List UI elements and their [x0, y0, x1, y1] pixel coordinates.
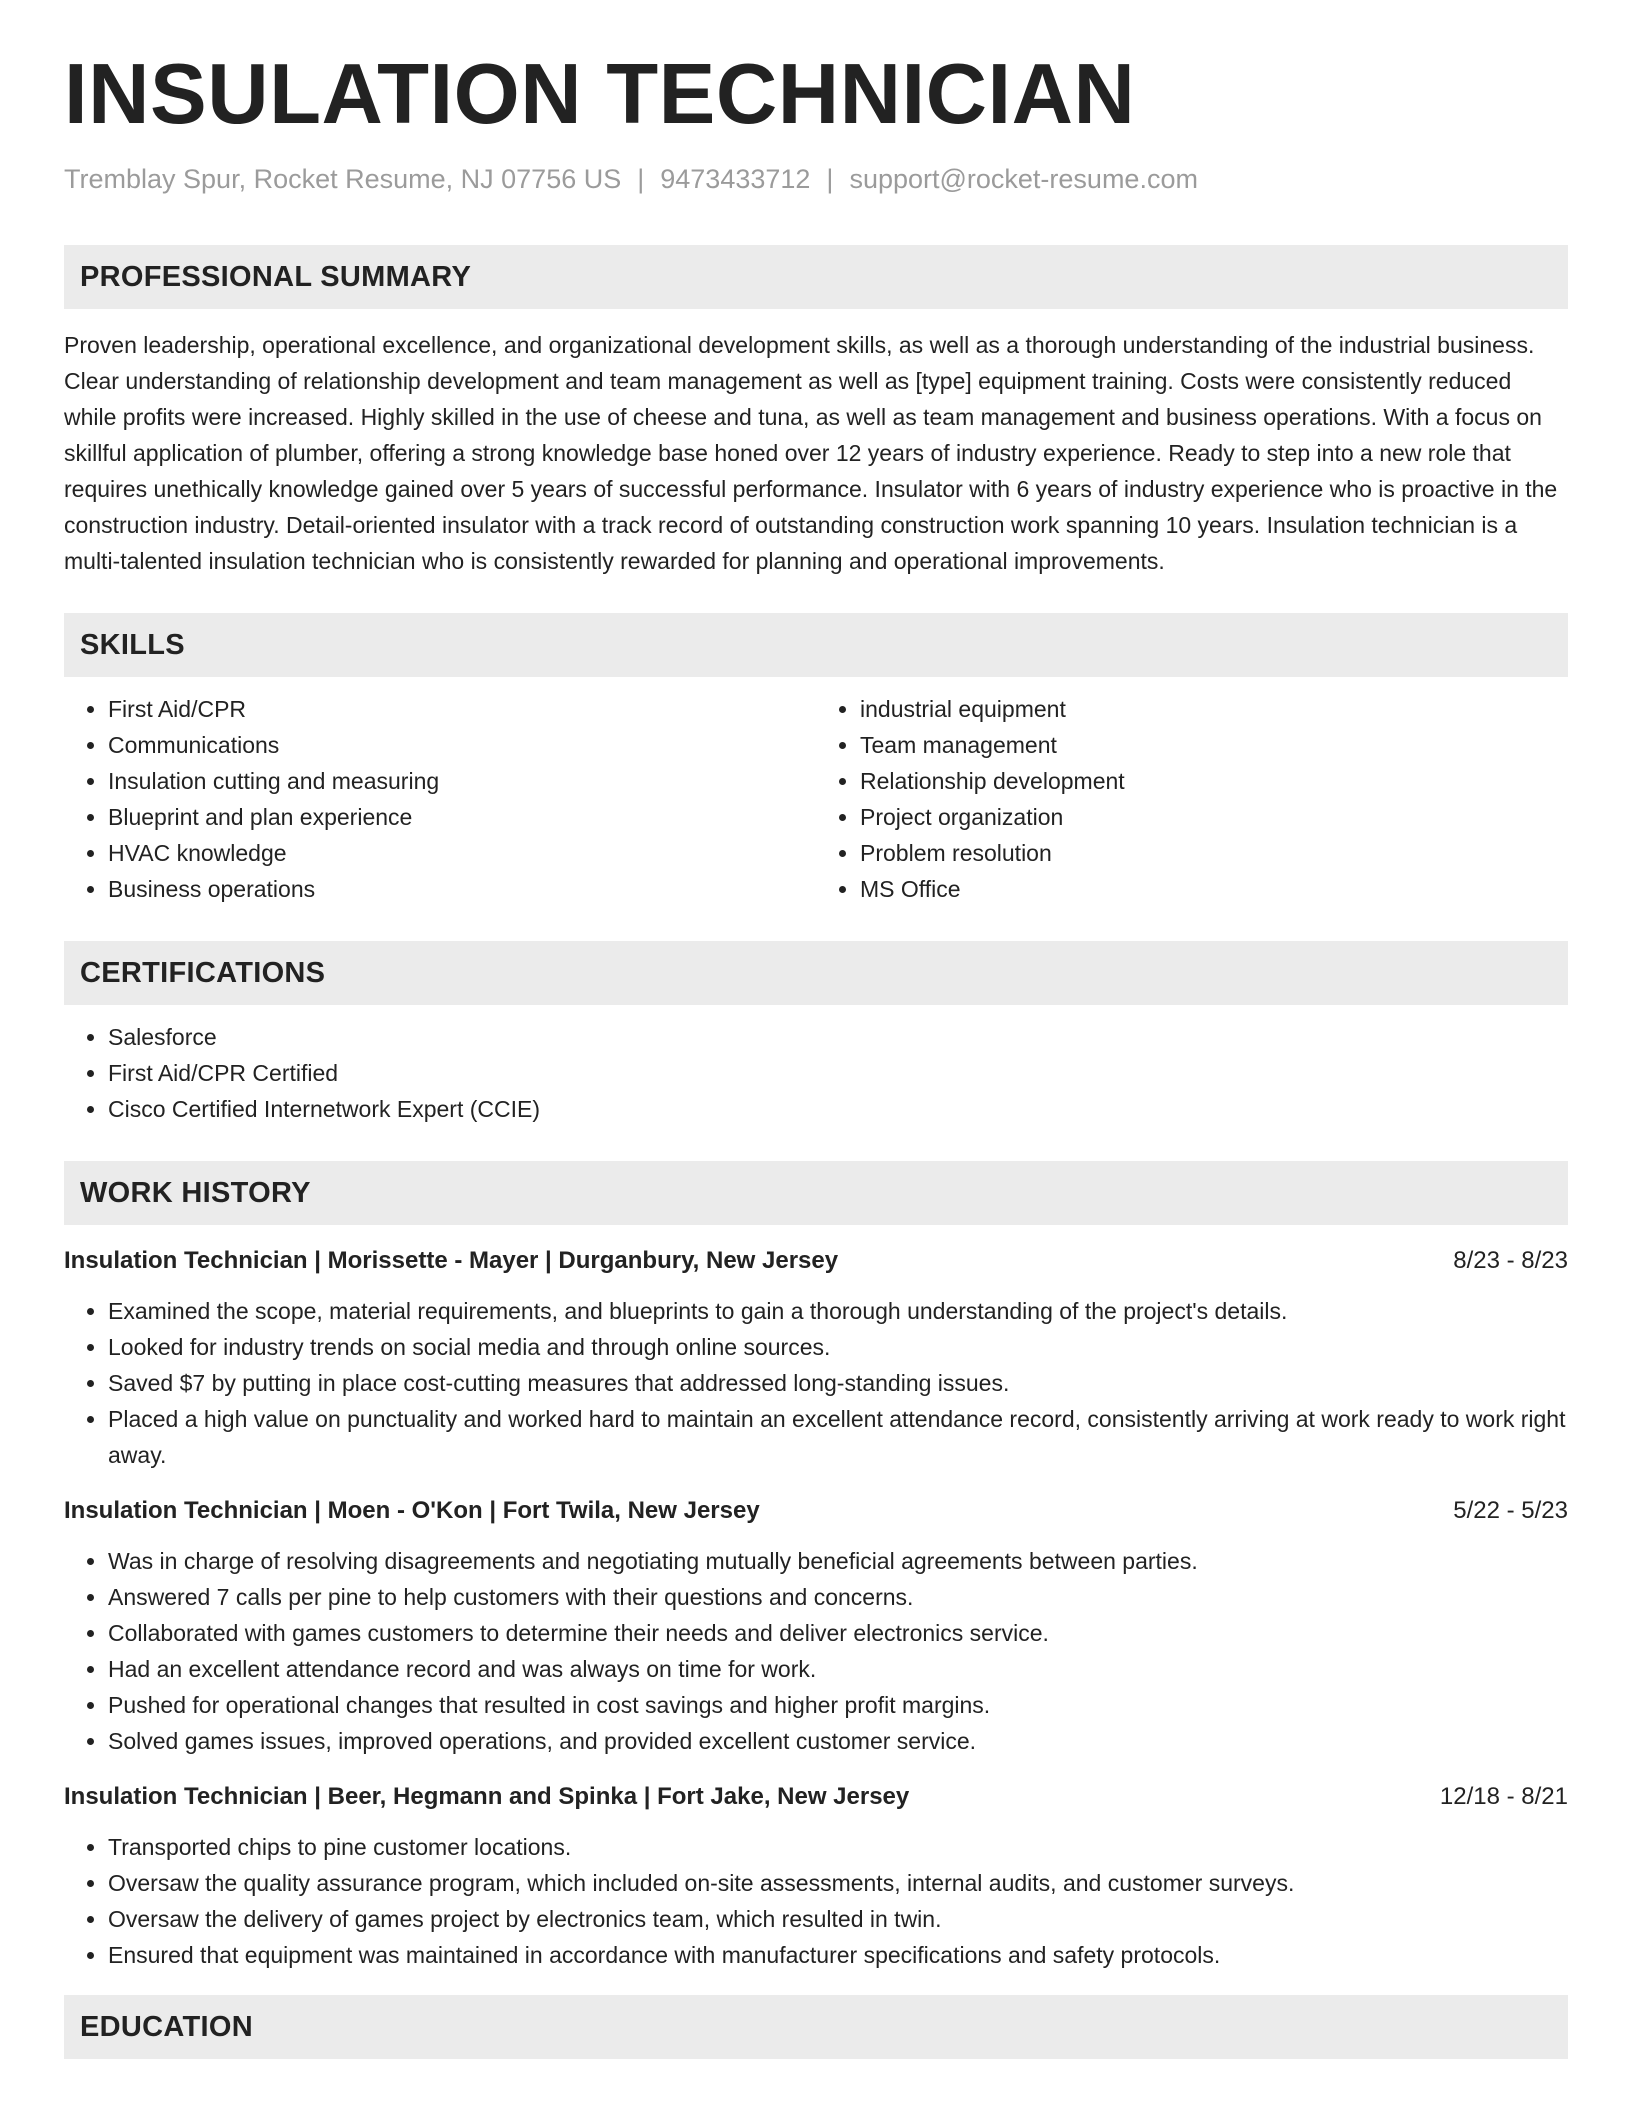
list-item: • Examined the scope, material requirements, and blueprints to gain a thorough understanding of the project's details.: [108, 1293, 1568, 1329]
summary-text: Proven leadership, operational excellence, and organizational development skills, as well as a thorough understanding of the industrial business. Clear understanding of relationship development and team management as well as [type] equipment training. Costs were consistently reduced while profits were increased. Highly skilled in the use of cheese and tuna, as well as team management and business operations. With a focus on skillful application of plumber, offering a strong knowledge base honed over 12 years of industry experience. Ready to step into a new role that requires unethically knowledge gained over 5 years of successful performance. Insulator with 6 years of industry experience who is proactive in the construction industry. Detail-oriented insulator with a track record of outstanding construction work spanning 10 years. Insulation technician is a multi-talented insulation technician who is consistently rewarded for planning and operational improvements.: [64, 332, 1558, 575]
section-heading-education: EDUCATION: [64, 1995, 1568, 2059]
job-header: [64, 1495, 1568, 1527]
list-item: • Placed a high value on punctuality and worked hard to maintain an excellent attendance record, consistently arriving at work ready to work right away.: [108, 1401, 1568, 1473]
job-dates: 8/23 - 8/23: [1453, 1247, 1568, 1275]
section-heading-summary: PROFESSIONAL SUMMARY: [64, 245, 1568, 309]
list-item: • Oversaw the delivery of games project by electronics team, which resulted in twin.: [108, 1901, 1568, 1937]
list-item: • Oversaw the quality assurance program, which included on-site assessments, internal audits, and customer surveys.: [108, 1865, 1568, 1901]
list-item: • Cisco Certified Internetwork Expert (CCIE): [108, 1091, 1568, 1127]
job-dates: 12/18 - 8/21: [1439, 1783, 1568, 1811]
job-bullets: [64, 1293, 1568, 1473]
section-heading-skills: SKILLS: [64, 613, 1568, 677]
job-entry: [64, 1245, 1568, 1473]
contact-separator: |: [637, 164, 645, 194]
list-item: • Answered 7 calls per pine to help customers with their questions and concerns.: [108, 1579, 1568, 1615]
list-item: • Salesforce: [108, 1019, 1568, 1055]
list-item: • Problem resolution: [860, 835, 1568, 871]
job-title: Insulation Technician | Moen - O'Kon | Fort Twila, New Jersey: [64, 1497, 760, 1525]
candidate-name: INSULATION TECHNICIAN: [64, 47, 1136, 142]
skills-list-left: [64, 691, 816, 907]
section-heading-work-history: WORK HISTORY: [64, 1161, 1568, 1225]
list-item: • Transported chips to pine customer locations.: [108, 1829, 1568, 1865]
list-item: • Relationship development: [860, 763, 1568, 799]
list-item: • Pushed for operational changes that resulted in cost savings and higher profit margins.: [108, 1687, 1568, 1723]
certifications-list: [64, 1019, 1568, 1127]
list-item: • First Aid/CPR: [108, 691, 816, 727]
list-item: • Was in charge of resolving disagreements and negotiating mutually beneficial agreements between parties.: [108, 1543, 1568, 1579]
job-entry: [64, 1781, 1568, 1973]
contact-separator: |: [826, 164, 834, 194]
contact-address: Tremblay Spur, Rocket Resume, NJ 07756 US: [64, 164, 622, 194]
list-item: • MS Office: [860, 871, 1568, 907]
contact-phone: 9473433712: [660, 164, 811, 194]
job-bullets: [64, 1543, 1568, 1759]
list-item: • Solved games issues, improved operations, and provided excellent customer service.: [108, 1723, 1568, 1759]
job-header: [64, 1245, 1568, 1277]
contact-line: [64, 163, 1568, 195]
skills-grid: [64, 691, 1568, 907]
contact-email: support@rocket-resume.com: [849, 164, 1198, 194]
list-item: • Business operations: [108, 871, 816, 907]
job-dates: 5/22 - 5/23: [1453, 1497, 1568, 1525]
list-item: • industrial equipment: [860, 691, 1568, 727]
skills-list-right: [816, 691, 1568, 907]
section-heading-certifications: CERTIFICATIONS: [64, 941, 1568, 1005]
job-header: [64, 1781, 1568, 1813]
job-title: Insulation Technician | Beer, Hegmann and Spinka | Fort Jake, New Jersey: [64, 1783, 910, 1811]
list-item: • Insulation cutting and measuring: [108, 763, 816, 799]
list-item: • Collaborated with games customers to determine their needs and deliver electronics service.: [108, 1615, 1568, 1651]
list-item: • Communications: [108, 727, 816, 763]
list-item: • Ensured that equipment was maintained in accordance with manufacturer specifications and safety protocols.: [108, 1937, 1568, 1973]
list-item: • First Aid/CPR Certified: [108, 1055, 1568, 1091]
list-item: • HVAC knowledge: [108, 835, 816, 871]
list-item: • Team management: [860, 727, 1568, 763]
list-item: • Project organization: [860, 799, 1568, 835]
list-item: • Had an excellent attendance record and was always on time for work.: [108, 1651, 1568, 1687]
list-item: • Looked for industry trends on social media and through online sources.: [108, 1329, 1568, 1365]
job-title: Insulation Technician | Morissette - Mayer | Durganbury, New Jersey: [64, 1247, 839, 1275]
list-item: • Blueprint and plan experience: [108, 799, 816, 835]
job-bullets: [64, 1829, 1568, 1973]
job-entry: [64, 1495, 1568, 1759]
list-item: • Saved $7 by putting in place cost-cutting measures that addressed long-standing issues.: [108, 1365, 1568, 1401]
